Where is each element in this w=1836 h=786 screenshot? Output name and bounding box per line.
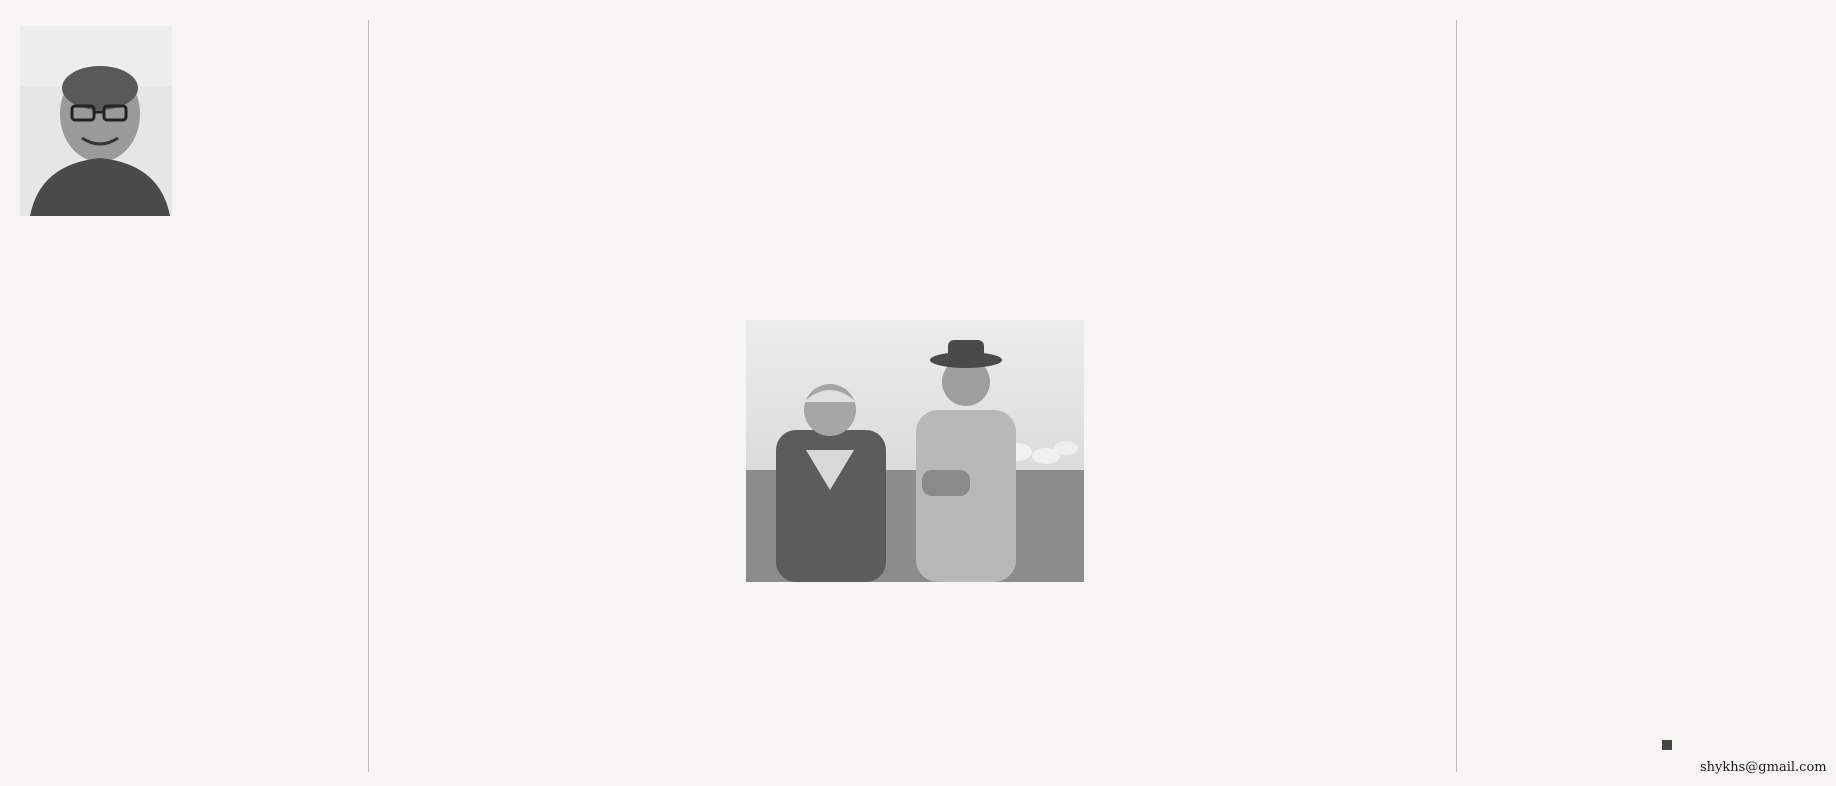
byline (780, 124, 1060, 158)
article-column-1 (20, 218, 358, 772)
news-photo (746, 320, 1084, 582)
article-column-3-bottom (744, 588, 1084, 772)
article-column-5 (1466, 14, 1816, 744)
article-column-1-top (178, 26, 358, 216)
article-column-4 (1106, 170, 1446, 772)
column-rule (368, 20, 369, 772)
headline (380, 30, 1440, 122)
article-column-2 (380, 170, 720, 772)
square-bullet-icon (1662, 740, 1672, 750)
author-email: shykhs@gmail.com (1700, 760, 1827, 775)
author-photo (20, 26, 172, 216)
article-column-3-top (744, 170, 1084, 310)
column-rule (1456, 20, 1457, 772)
author-credit (1662, 734, 1812, 756)
